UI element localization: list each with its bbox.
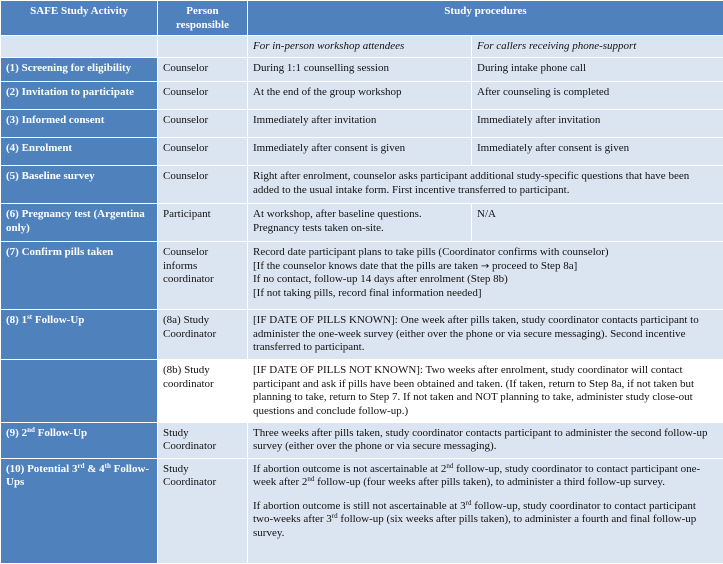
subheader-row — [1, 36, 723, 58]
activity-cell — [1, 360, 158, 422]
activity-cell: (4) Enrolment — [1, 138, 158, 166]
procedure-text: follow-up (six weeks after pills taken), to administer a fourth and final follow-up survey. — [253, 513, 696, 539]
in-person-cell: Immediately after invitation — [248, 110, 472, 138]
procedure-text: follow-up (four weeks after pills taken), to administer a third follow-up survey. — [314, 476, 665, 488]
procedure-line — [253, 260, 718, 274]
activity-cell — [1, 458, 158, 563]
callers-cell: N/A — [472, 204, 723, 242]
procedure-text: follow-up, study coordinator to contact participant two-weeks after 3 — [253, 500, 696, 526]
in-person-cell: During 1:1 counselling session — [248, 58, 472, 82]
procedure-cell: [IF DATE OF PILLS KNOWN]: One week after pills taken, study coordinator contacts participant to administer the one-week survey (either over the phone or via secure messaging). Second incentive transferred to participant. — [248, 310, 723, 360]
table-row — [1, 360, 723, 422]
table-row — [1, 138, 723, 166]
activity-cell — [1, 422, 158, 458]
table-row — [1, 82, 723, 110]
procedure-line: If no contact, follow-up 14 days after enrolment (Step 8b) — [253, 273, 718, 287]
activity-cell: (7) Confirm pills taken — [1, 242, 158, 310]
procedure-superscript: rd — [332, 512, 338, 520]
activity-superscript: th — [105, 462, 111, 470]
activity-text: (10) Potential 3 — [6, 463, 77, 475]
table-row — [1, 166, 723, 204]
procedure-cell — [248, 242, 723, 310]
in-person-cell: At the end of the group workshop — [248, 82, 472, 110]
activity-text: (9) 2 — [6, 427, 27, 439]
procedure-paragraph — [253, 500, 718, 541]
procedure-superscript: rd — [466, 499, 472, 507]
paragraph-gap — [253, 490, 718, 500]
header-procedures: Study procedures — [248, 1, 723, 36]
procedure-text: follow-up, study coordinator to contact participant one-week after 2 — [253, 463, 700, 489]
person-cell: Participant — [158, 204, 248, 242]
person-cell: (8a) Study Coordinator — [158, 310, 248, 360]
subheader-blank — [1, 36, 158, 58]
person-cell: Counselor — [158, 82, 248, 110]
procedure-text: proceed to Step 8a] — [489, 260, 577, 272]
procedure-cell: [IF DATE OF PILLS NOT KNOWN]: Two weeks after enrolment, study coordinator will contact participant and ask if pills have been obtained and taken. (If taken, return to Step 8a, if not taken but planning to take, return to Step 7. If not taken and NOT planning to take, administer study close-out questions and conclude follow-up.) — [248, 360, 723, 422]
table-row — [1, 110, 723, 138]
person-cell: Counselor informs coordinator — [158, 242, 248, 310]
activity-superscript: nd — [27, 426, 35, 434]
procedure-text: [If the counselor knows date that the pills are taken — [253, 260, 481, 272]
person-cell: Study Coordinator — [158, 422, 248, 458]
activity-cell: (3) Informed consent — [1, 110, 158, 138]
subheader-in-person: For in-person workshop attendees — [248, 36, 472, 58]
table-row — [1, 58, 723, 82]
procedure-paragraph — [253, 463, 718, 490]
callers-cell: During intake phone call — [472, 58, 723, 82]
table-row — [1, 310, 723, 360]
person-cell: (8b) Study coordinator — [158, 360, 248, 422]
activity-cell: (6) Pregnancy test (Argentina only) — [1, 204, 158, 242]
activity-cell: (5) Baseline survey — [1, 166, 158, 204]
procedure-line: Record date participant plans to take pills (Coordinator confirms with counselor) — [253, 246, 718, 260]
person-cell: Study Coordinator — [158, 458, 248, 563]
person-cell: Counselor — [158, 110, 248, 138]
in-person-cell: At workshop, after baseline questions. Pregnancy tests taken on-site. — [248, 204, 472, 242]
person-cell: Counselor — [158, 166, 248, 204]
activity-text: & 4 — [84, 463, 104, 475]
callers-cell: After counseling is completed — [472, 82, 723, 110]
procedure-cell: Right after enrolment, counselor asks participant additional study-specific questions that have been added to the usual intake form. First incentive transferred to participant. — [248, 166, 723, 204]
callers-cell: Immediately after invitation — [472, 110, 723, 138]
subheader-blank — [158, 36, 248, 58]
header-person: Person responsible — [158, 1, 248, 36]
activity-cell — [1, 310, 158, 360]
activity-superscript: st — [27, 313, 32, 321]
arrow-right-icon: → — [481, 261, 489, 272]
activity-cell: (1) Screening for eligibility — [1, 58, 158, 82]
activity-text: (8) 1 — [6, 314, 27, 326]
activity-text: Follow-Ups — [6, 463, 149, 489]
activity-superscript: rd — [77, 462, 84, 470]
header-activity: SAFE Study Activity — [1, 1, 158, 36]
procedure-cell — [248, 458, 723, 563]
procedure-text: If abortion outcome is not ascertainable at 2 — [253, 463, 446, 475]
procedure-line: [If not taking pills, record final information needed] — [253, 287, 718, 301]
table-row — [1, 458, 723, 563]
activity-text: Follow-Up — [35, 427, 87, 439]
in-person-cell: Immediately after consent is given — [248, 138, 472, 166]
procedure-text: If abortion outcome is still not ascertainable at 3 — [253, 500, 466, 512]
header-row — [1, 1, 723, 36]
person-cell: Counselor — [158, 138, 248, 166]
activity-text: Follow-Up — [32, 314, 84, 326]
table-row — [1, 242, 723, 310]
callers-cell: Immediately after consent is given — [472, 138, 723, 166]
subheader-callers: For callers receiving phone-support — [472, 36, 723, 58]
table-row — [1, 422, 723, 458]
procedure-superscript: nd — [446, 462, 453, 470]
procedure-cell: Three weeks after pills taken, study coordinator contacts participant to administer the second follow-up survey (either over the phone or via secure messaging). — [248, 422, 723, 458]
procedure-superscript: nd — [307, 475, 314, 483]
person-cell: Counselor — [158, 58, 248, 82]
activity-cell: (2) Invitation to participate — [1, 82, 158, 110]
table-row — [1, 204, 723, 242]
